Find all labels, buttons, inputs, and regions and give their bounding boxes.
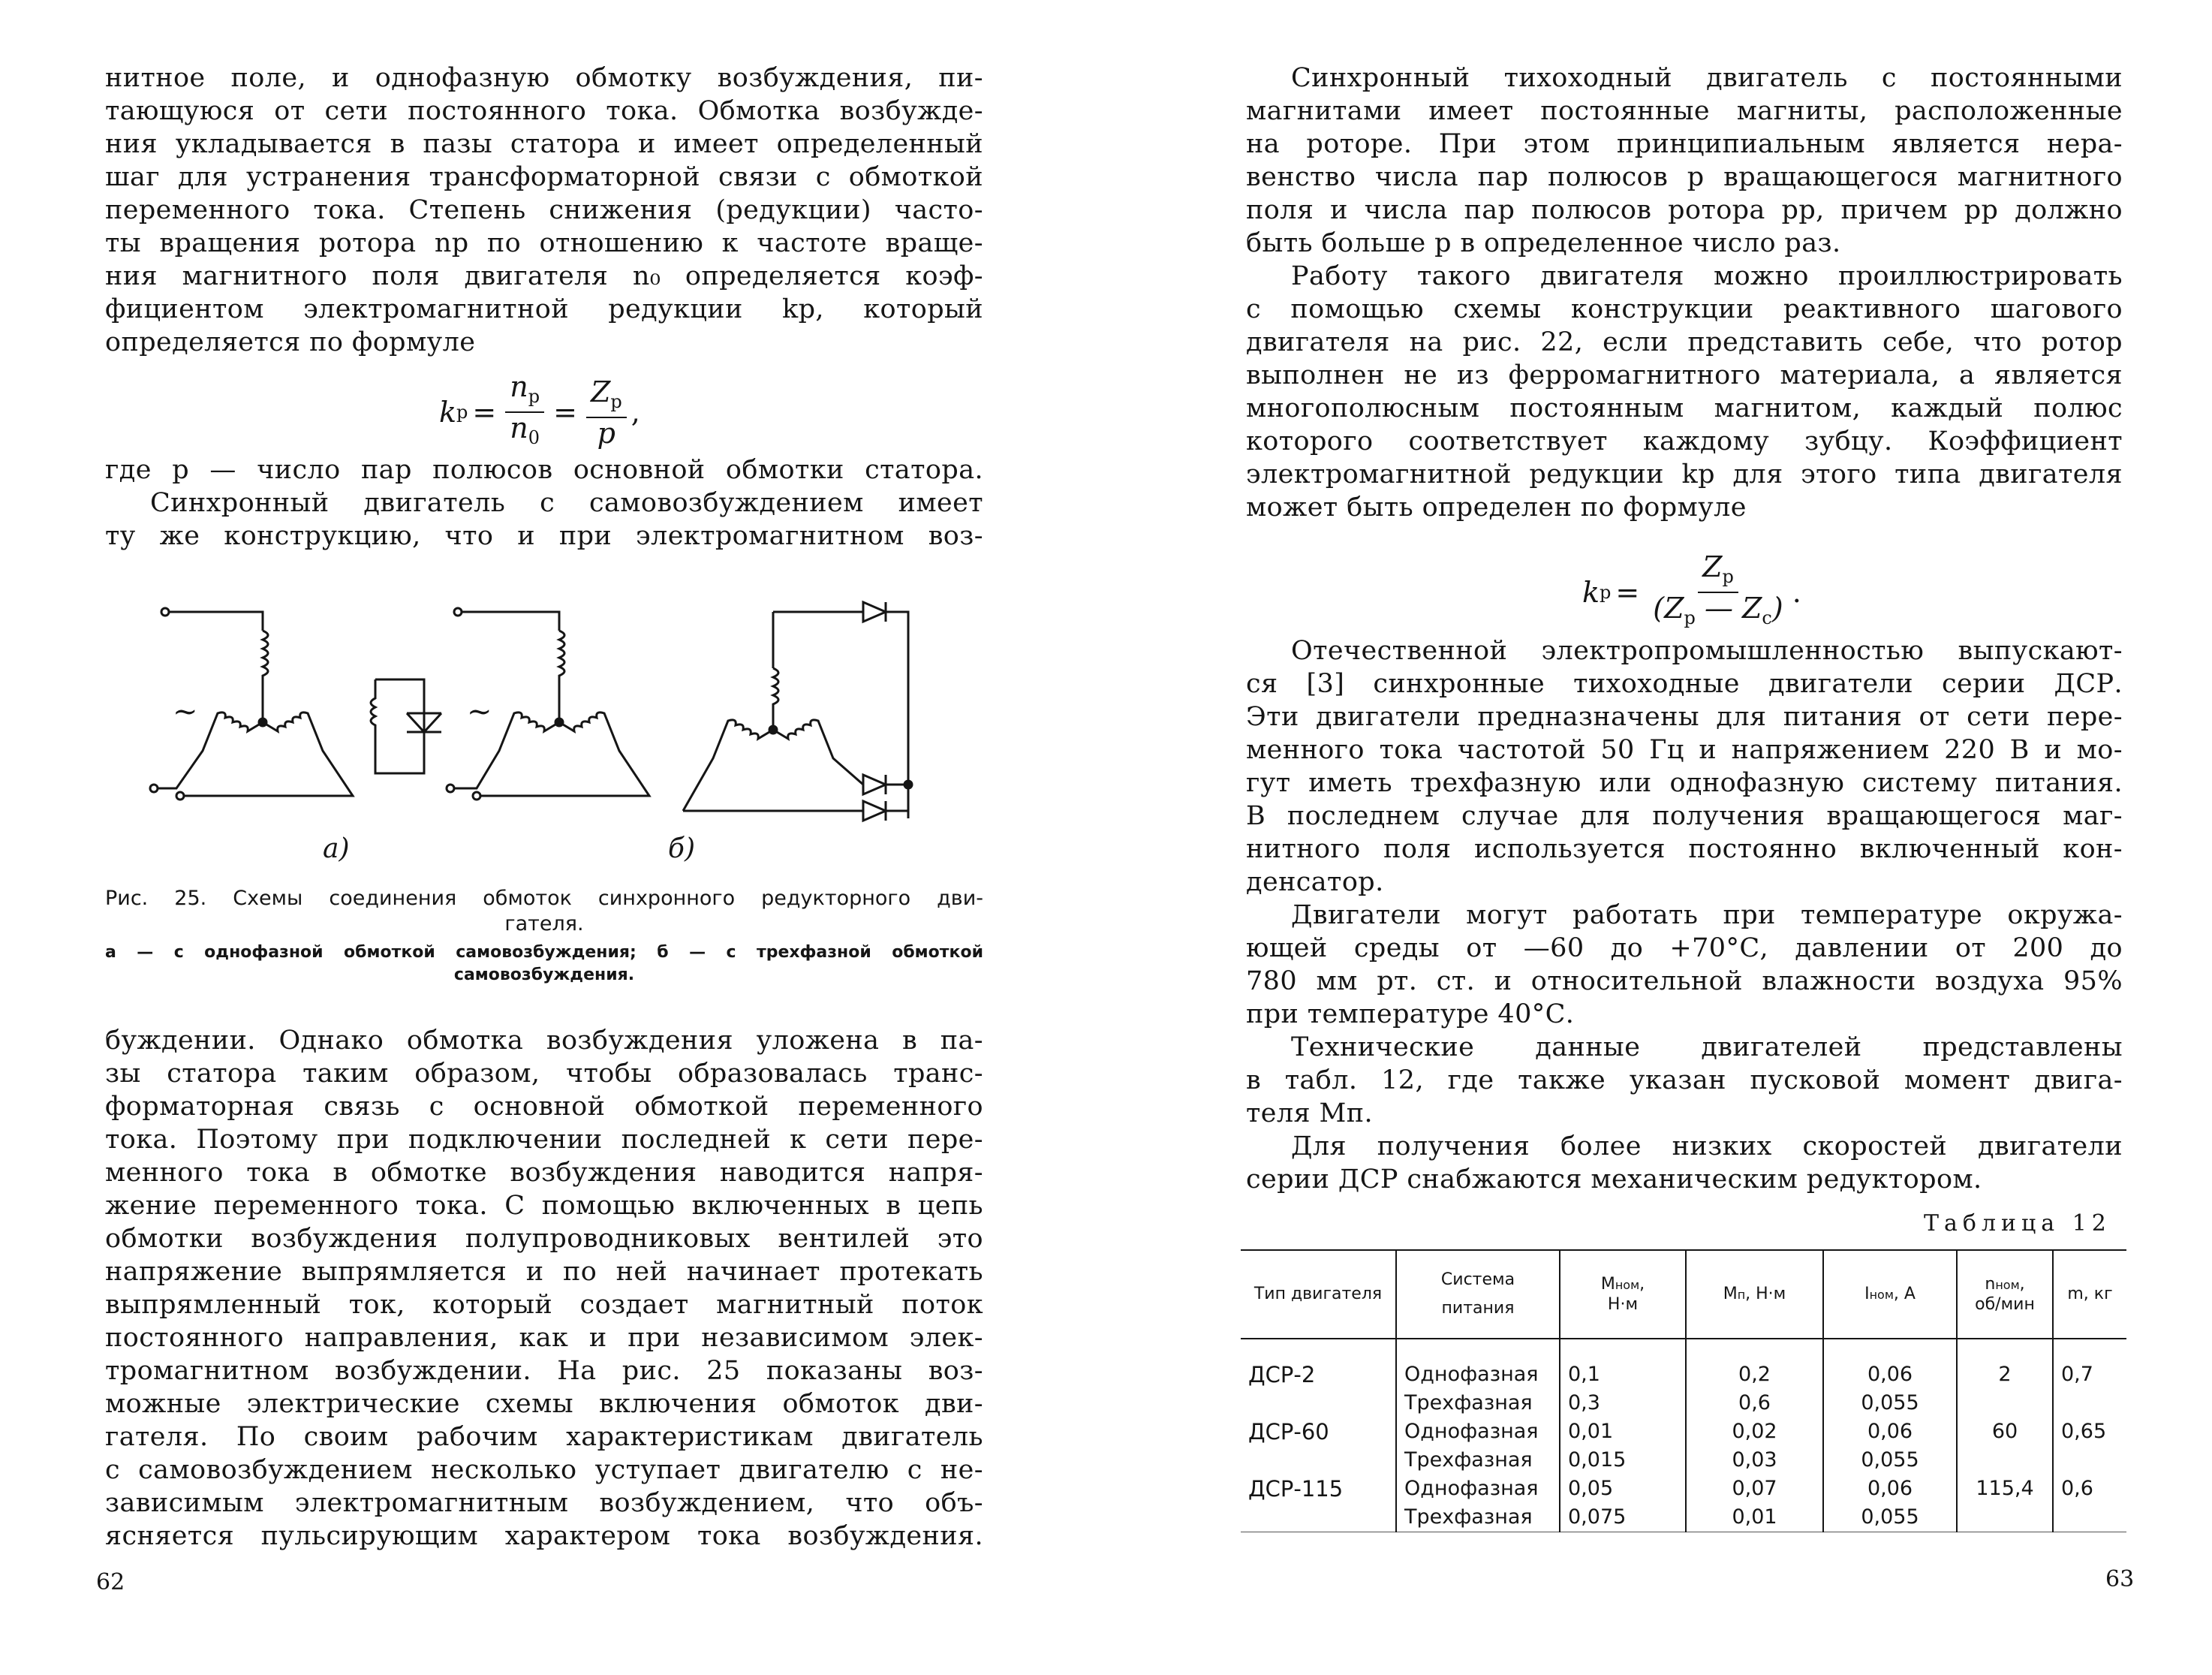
text-line: Работу такого двигателя можно проиллюстрировать xyxy=(1291,261,2123,291)
formula2-num-sub: р xyxy=(1722,566,1734,587)
formula-eq: = xyxy=(472,396,497,429)
formula2-fraction xyxy=(1648,552,1787,633)
cell-mnom: 0,05 0,075 xyxy=(1560,1475,1686,1532)
text-line: на роторе. При этом принципиальным является нера- xyxy=(1246,129,2123,159)
header-type: Тип двигателя xyxy=(1241,1250,1396,1339)
text-line: при температуре 40°С. xyxy=(1246,999,1575,1029)
left-mid-paragraph xyxy=(105,453,983,553)
text-line: буждении. Однако обмотка возбуждения уложена в па- xyxy=(105,1026,983,1056)
f1-den-sub: 0 xyxy=(528,427,540,448)
header-mp: Mп, Н·м xyxy=(1686,1250,1823,1339)
page-number-right: 63 xyxy=(2105,1566,2135,1592)
tilde-symbol-a: ~ xyxy=(173,694,198,729)
cell-supply: Однофазная Трехфазная xyxy=(1396,1339,1560,1417)
text-line: Эти двигатели предназначены для питания от сети пере- xyxy=(1246,702,2123,732)
cell-mass: 0,7 xyxy=(2053,1339,2126,1417)
text-line: шаг для устранения трансформаторной связи с обмоткой xyxy=(105,162,983,192)
text-line: которого соответствует каждому зубцу. Коэффициент xyxy=(1246,426,2123,456)
formula-lhs-sub: р xyxy=(456,402,468,423)
text-line: быть больше p в определенное число раз. xyxy=(1246,228,1841,258)
formula-fraction-2 xyxy=(586,377,627,448)
left-bottom-paragraph xyxy=(105,1024,983,1553)
cell-n: 2 xyxy=(1957,1339,2053,1417)
formula-fraction-1 xyxy=(505,372,544,453)
text-line: обмотки возбуждения полупроводниковых вентилей это xyxy=(105,1224,983,1254)
text-line: В последнем случае для получения вращающегося маг- xyxy=(1246,801,2123,831)
cell-mp: 0,07 0,01 xyxy=(1686,1475,1823,1532)
text-line: форматорная связь с основной обмоткой переменного xyxy=(105,1092,983,1122)
cell-mass: 0,6 xyxy=(2053,1475,2126,1532)
cell-mp: 0,02 0,03 xyxy=(1686,1417,1823,1475)
cell-inom: 0,06 0,055 xyxy=(1823,1417,1957,1475)
text-line: Отечественной электропромышленностью выпускают- xyxy=(1291,636,2123,666)
text-line: может быть определен по формуле xyxy=(1246,493,1747,523)
text-line: жение переменного тока. С помощью включенных в цепь xyxy=(105,1191,983,1221)
text-line: Технические данные двигателей представлены xyxy=(1291,1032,2123,1062)
text-line: теля Mп. xyxy=(1246,1098,1374,1128)
caption-line: Рис. 25. Схемы соединения обмоток синхронного редукторного дви- xyxy=(105,887,983,910)
text-line: серии ДСР снабжаются механическим редуктором. xyxy=(1246,1164,1982,1194)
text-line: гателя. По своим рабочим характеристикам двигатель xyxy=(105,1422,983,1452)
cell-inom: 0,06 0,055 xyxy=(1823,1339,1957,1417)
f2-den: p xyxy=(597,416,615,450)
right-page xyxy=(1106,0,2212,1675)
text-line: выполнен не из ферромагнитного материала, а является xyxy=(1246,360,2123,390)
text-line: ния укладывается в пазы статора и имеет определенный xyxy=(105,129,983,159)
cell-mass: 0,65 xyxy=(2053,1417,2126,1475)
text-line: можные электрические схемы включения обмоток дви- xyxy=(105,1389,983,1419)
text-line: денсатор. xyxy=(1246,867,1384,897)
formula-eq2: = xyxy=(553,396,577,429)
cell-inom: 0,06 0,055 xyxy=(1823,1475,1957,1532)
right-paragraph-2 xyxy=(1246,634,2123,1196)
header-mass: m, кг xyxy=(2053,1250,2126,1339)
cell-model: ДСР-60 xyxy=(1248,1419,1329,1445)
formula2-tail: . xyxy=(1792,576,1801,609)
table-header-row xyxy=(1241,1250,2126,1339)
formula2-lhs: k xyxy=(1582,576,1600,609)
diagram-b-rectifier-bridge xyxy=(683,602,912,821)
table-row xyxy=(1241,1475,2126,1532)
text-line: венство числа пар полюсов p вращающегося магнитного xyxy=(1246,162,2123,192)
header-nnom: nном, об/мин xyxy=(1957,1250,2053,1339)
text-line: Синхронный двигатель с самовозбуждением имеет xyxy=(150,488,983,518)
text-line: зависимым электромагнитным возбуждением, что объ- xyxy=(105,1488,983,1518)
text-line: тающуюся от сети постоянного тока. Обмотка возбужде- xyxy=(105,96,983,126)
table-title: Таблица 12 xyxy=(1924,1210,2111,1237)
text-line: тромагнитном возбуждении. На рис. 25 показаны воз- xyxy=(105,1356,983,1386)
f2-num-sub: р xyxy=(610,390,622,412)
text-line: ния магнитного поля двигателя n₀ определяется коэф- xyxy=(105,261,983,291)
legend-line: а — с однофазной обмоткой самовозбуждения; б — с трехфазной обмоткой xyxy=(105,943,983,962)
text-line: в табл. 12, где также указан пусковой момент двига- xyxy=(1246,1065,2123,1095)
text-line: определяется по формуле xyxy=(105,327,476,357)
page-number-left: 62 xyxy=(96,1569,125,1595)
cell-supply: Однофазная Трехфазная xyxy=(1396,1475,1560,1532)
figure-label-b: б) xyxy=(668,833,696,864)
motor-spec-table xyxy=(1241,1249,2126,1532)
tilde-symbol-b: ~ xyxy=(467,694,492,729)
text-line: с помощью схемы конструкции реактивного шагового xyxy=(1246,294,2123,324)
text-line: ся [3] синхронные тихоходные двигатели серии ДСР. xyxy=(1246,669,2123,699)
header-supply: Система питания xyxy=(1396,1250,1560,1339)
caption-line: гателя. xyxy=(504,912,584,935)
right-paragraph-1 xyxy=(1246,62,2123,524)
text-line: электромагнитной редукции kр для этого типа двигателя xyxy=(1246,459,2123,490)
formula2-den-sub1: р xyxy=(1684,607,1696,628)
f1-num: n xyxy=(510,370,528,403)
header-mnom: Mном, Н·м xyxy=(1560,1250,1686,1339)
cell-mp: 0,2 0,6 xyxy=(1686,1339,1823,1417)
cell-n: 60 xyxy=(1957,1417,2053,1475)
figure-label-a: а) xyxy=(323,833,350,864)
f1-num-sub: р xyxy=(528,386,540,407)
legend-line: самовозбуждения. xyxy=(453,966,635,984)
formula-reduction-coefficient xyxy=(439,372,640,453)
formula2-den-minus: — Z xyxy=(1695,592,1762,625)
formula2-eq: = xyxy=(1615,576,1640,609)
cell-model: ДСР-2 xyxy=(1248,1362,1316,1387)
text-line: Синхронный тихоходный двигатель с постоянными xyxy=(1291,63,2123,93)
cell-model: ДСР-115 xyxy=(1248,1476,1344,1502)
text-line: нитное поле, и однофазную обмотку возбуждения, пи- xyxy=(105,63,983,93)
text-line: напряжение выпрямляется и по ней начинает протекать xyxy=(105,1257,983,1287)
text-line: многополюсным постоянным магнитом, каждый полюс xyxy=(1246,393,2123,423)
formula2-lhs-sub: р xyxy=(1600,582,1612,603)
cell-supply: Однофазная Трехфазная xyxy=(1396,1417,1560,1475)
f1-den: n xyxy=(510,411,528,444)
text-line: 780 мм рт. ст. и относительной влажности воздуха 95% xyxy=(1246,966,2123,996)
left-top-paragraph xyxy=(105,62,983,359)
text-line: фициентом электромагнитной редукции kр, который xyxy=(105,294,983,324)
text-line: выпрямленный ток, который создает магнитный поток xyxy=(105,1290,983,1320)
formula-ds-reduction xyxy=(1582,552,1801,633)
text-line: тока. Поэтому при подключении последней к сети пере- xyxy=(105,1125,983,1155)
formula2-den-sub2: с xyxy=(1762,607,1772,628)
text-line: магнитами имеет постоянные магниты, расположенные xyxy=(1246,96,2123,126)
f2-num: Z xyxy=(590,375,611,408)
text-line: Двигатели могут работать при температуре окружа- xyxy=(1291,900,2123,930)
text-line: с самовозбуждением несколько уступает двигателю с не- xyxy=(105,1455,983,1485)
cell-n: 115,4 xyxy=(1957,1475,2053,1532)
text-line: поля и числа пар полюсов ротора pр, причем pр должно xyxy=(1246,195,2123,225)
cell-mnom: 0,1 0,3 xyxy=(1560,1339,1686,1417)
formula-tail: , xyxy=(630,396,640,429)
text-line: нитного поля используется постоянно включенный кон- xyxy=(1246,834,2123,864)
text-line: менного тока частотой 50 Гц и напряжением 220 В и мо- xyxy=(1246,735,2123,765)
text-line: постоянного направления, как и при независимом элек- xyxy=(105,1323,983,1353)
text-line: менного тока в обмотке возбуждения наводится напря- xyxy=(105,1158,983,1188)
figure-25-caption xyxy=(105,886,983,987)
text-line: гут иметь трехфазную или однофазную систему питания. xyxy=(1246,768,2123,798)
header-inom: Iном, А xyxy=(1823,1250,1957,1339)
cell-mnom: 0,01 0,015 xyxy=(1560,1417,1686,1475)
text-line: ту же конструкцию, что и при электромагнитном воз- xyxy=(105,521,983,551)
formula2-den-open: (Z xyxy=(1653,592,1684,625)
table-row xyxy=(1241,1339,2126,1417)
table-row xyxy=(1241,1417,2126,1475)
text-line: ясняется пульсирующим характером тока возбуждения. xyxy=(105,1521,983,1551)
text-line: ты вращения ротора nр по отношению к частоте враще- xyxy=(105,228,983,258)
text-line: Для получения более низких скоростей двигатели xyxy=(1291,1131,2123,1161)
text-line: переменного тока. Степень снижения (редукции) часто- xyxy=(105,195,983,225)
diagram-a-excitation-coil xyxy=(371,679,441,773)
text-line: зы статора таким образом, чтобы образовалась транс- xyxy=(105,1059,983,1089)
formula2-den-close: ) xyxy=(1771,592,1783,625)
formula2-num: Z xyxy=(1702,550,1723,583)
text-line: двигателя на рис. 22, если представить себе, что ротор xyxy=(1246,327,2123,357)
text-line: ющей среды от —60 до +70°С, давлении от 200 до xyxy=(1246,933,2123,963)
formula-lhs: k xyxy=(439,396,457,429)
text-line: где p — число пар полюсов основной обмотки статора. xyxy=(105,455,983,485)
figure-25-circuits xyxy=(143,593,938,878)
